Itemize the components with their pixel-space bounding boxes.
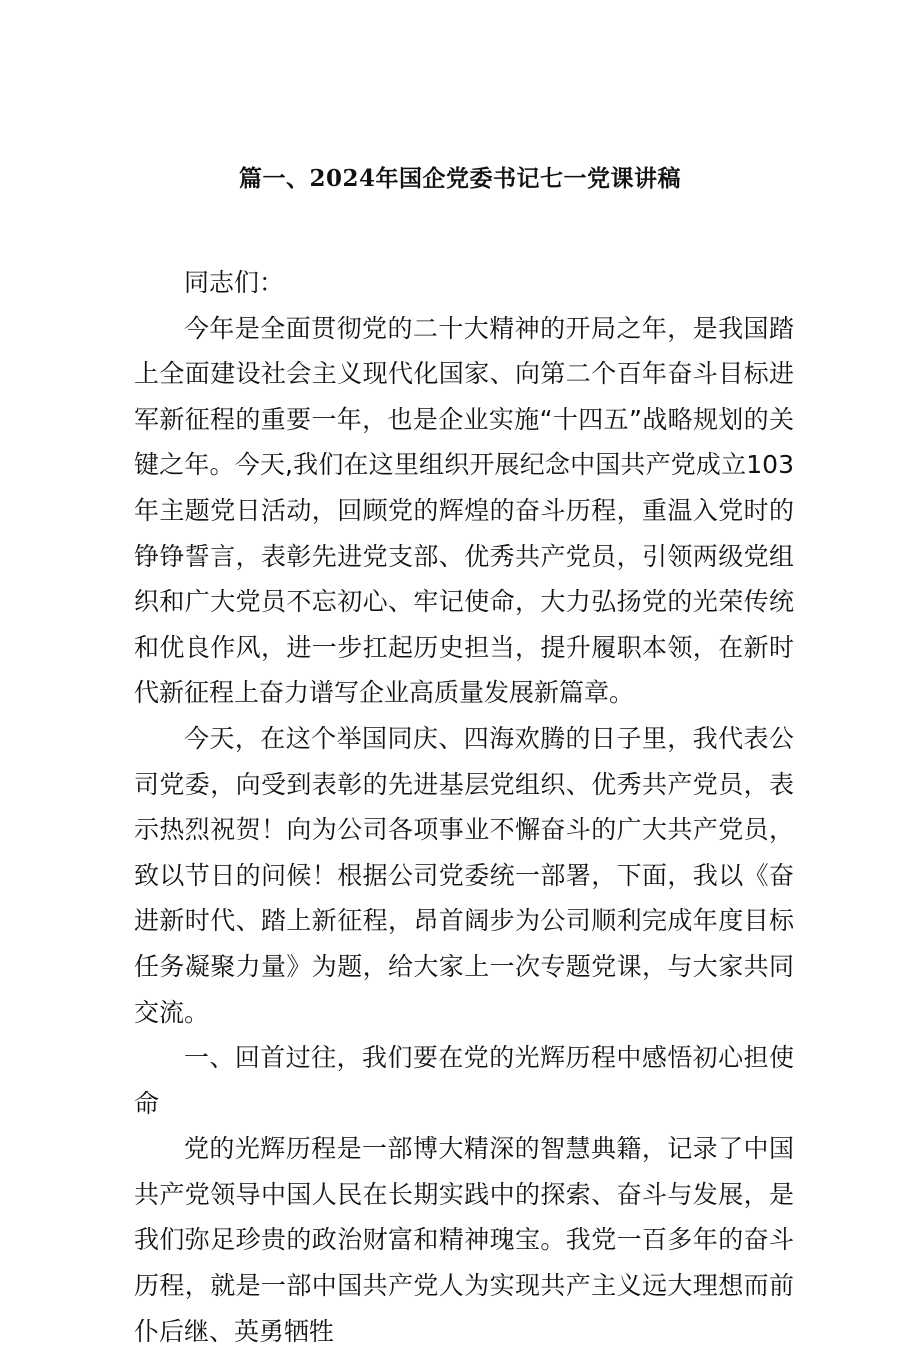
body-paragraph-opening: 今年是全面贯彻党的二十大精神的开局之年，是我国踏上全面建设社会主义现代化国家、向第二个百年奋斗目标进军新征程的重要一年，也是企业实施“十四五”战略规划的关键之年。今天,我们在这里组织开展纪念中国共产党成立103年主题党日活动，回顾党的辉煌的奋斗历程，重温入党时的铮铮誓言，表彰先进党支部、优秀共产党员，引领两级党组织和广大党员不忘初心、牢记使命，大力弘扬党的光荣传统和优良作风，进一步扛起历史担当，提升履职本领，在新时代新征程上奋力谱写企业高质量发展新篇章。 xyxy=(134,313,794,708)
body-paragraph-history: 党的光辉历程是一部博大精深的智慧典籍，记录了中国共产党领导中国人民在长期实践中的探索、奋斗与发展，是我们弥足珍贵的政治财富和精神瑰宝。我党一百多年的奋斗历程，就是一部中国共产党人为实现共产主义远大理想而前仆后继、英勇牺牲 xyxy=(134,1134,794,1346)
section-heading: 一、回首过往，我们要在党的光辉历程中感悟初心担使命 xyxy=(134,1043,794,1118)
document-title: 篇一、2024年国企党委书记七一党课讲稿 xyxy=(238,165,681,192)
salutation-paragraph: 同志们： xyxy=(184,268,285,297)
body-paragraph-greeting: 今天，在这个举国同庆、四海欢腾的日子里，我代表公司党委，向受到表彰的先进基层党组织、优秀共产党员，表示热烈祝贺！向为公司各项事业不懈奋斗的广大共产党员，致以节日的问候！根据公司党委统一部署，下面，我以《奋进新时代、踏上新征程，昂首阔步为公司顺利完成年度目标任务凝聚力量》为题，给大家上一次专题党课，与大家共同交流。 xyxy=(134,723,794,1027)
document-body xyxy=(134,260,794,1354)
